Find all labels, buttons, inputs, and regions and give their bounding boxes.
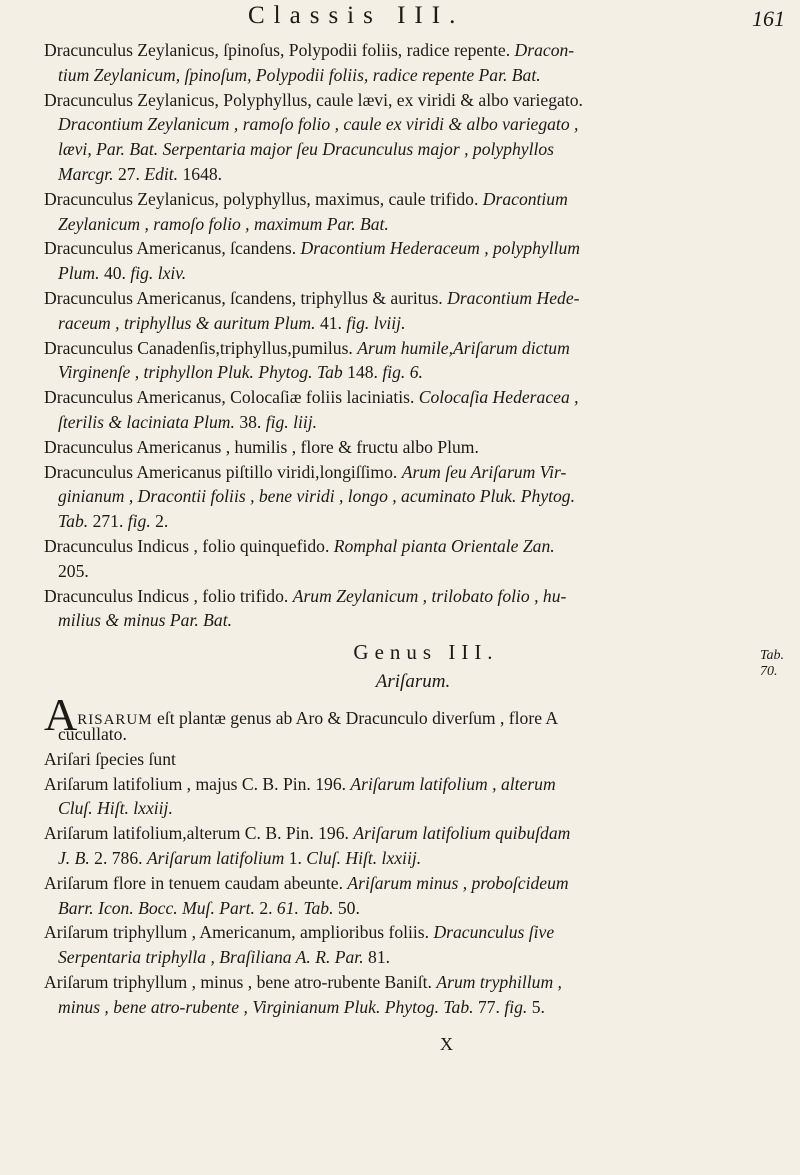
entry (44, 336, 774, 386)
intro-small-caps: RISARUM (77, 712, 153, 729)
entry-line (44, 559, 774, 584)
entry (44, 534, 774, 584)
genus-heading: Genus III. (353, 640, 499, 665)
entry-line (44, 821, 774, 846)
running-head: Classis III. (248, 2, 465, 29)
entry (44, 970, 774, 1020)
roman-text: Ariſarum triphyllum , minus , bene atro-rubente Baniſt. (44, 971, 437, 992)
roman-text: Dracunculus Zeylanicus, ſpinoſus, Polypodii foliis, radice repente. (44, 40, 515, 60)
entry-line (44, 460, 774, 485)
italic-text: ginianum , Dracontii foliis , bene viridi , longo , acuminato Pluk. Phytog. (58, 486, 576, 507)
italic-text: Edit. (144, 163, 183, 184)
italic-text: Ariſarum latifolium (146, 847, 289, 868)
roman-text: Dracunculus Americanus, ſcandens. (44, 238, 301, 259)
roman-text: Dracunculus Indicus , folio trifido. (44, 585, 293, 606)
entry-line (44, 410, 774, 435)
roman-text: Ariſarum triphyllum , Americanum, amplioribus foliis. (44, 922, 434, 943)
italic-text: Cluſ. Hiſt. lxxiij. (306, 847, 422, 868)
entry-line (44, 63, 774, 88)
roman-text: 2. 786. (94, 847, 147, 868)
italic-text: lævi, Par. Bat. Serpentaria major ſeu Dracunculus major , polyphyllos (58, 139, 555, 160)
italic-text: Virginenſe , triphyllon Pluk. Phytog. Tab (58, 362, 348, 383)
italic-text: Arum humile,Ariſarum dictum (357, 337, 570, 358)
entry-line (44, 534, 774, 559)
italic-text: raceum , triphyllus & auritum Plum. (58, 312, 320, 333)
roman-text: Dracunculus Americanus piſtillo viridi,longiſſimo. (44, 461, 402, 482)
entry-line (44, 772, 774, 797)
italic-text: 61. Tab. (276, 897, 338, 918)
entry-line (44, 995, 774, 1020)
entry-line (44, 970, 774, 995)
italic-text: ſterilis & laciniata Plum. (58, 411, 240, 432)
italic-text: Ariſarum latifolium , alterum (350, 773, 556, 794)
italic-text: Dracontium (482, 188, 568, 209)
italic-text: J. B. (58, 847, 95, 868)
roman-text: 1. (288, 847, 307, 868)
entry (44, 435, 774, 460)
entry-line (44, 846, 774, 871)
italic-text: Cluſ. Hiſt. lxxiij. (58, 798, 173, 819)
entry (44, 584, 774, 634)
entry-line (44, 212, 774, 237)
entry-line (44, 945, 774, 970)
italic-text: fig. (127, 511, 156, 532)
roman-text: 50. (337, 897, 360, 918)
entry-line (44, 162, 774, 187)
entry-line (44, 88, 774, 113)
intro-line: cucullato. (58, 723, 127, 744)
margin-note: Tab. 70. (760, 648, 785, 679)
entry (44, 772, 774, 822)
italic-text: Plum. (58, 263, 104, 284)
entry-line (44, 336, 774, 361)
italic-text: Dracon- (514, 40, 575, 60)
italic-text: Dracontium Zeylanicum , ramoſo folio , caule ex viridi & albo variegato , (58, 114, 579, 135)
italic-text: Ariſarum latifolium quibuſdam (353, 823, 571, 844)
roman-text: 2. (155, 511, 169, 532)
italic-text: minus , bene atro-rubente , Virginianum Pluk. Phytog. Tab. (58, 996, 478, 1017)
species-list-dracunculus (44, 38, 774, 633)
roman-text: Ariſarum latifolium,alterum C. B. Pin. 196. (44, 823, 354, 844)
roman-text: 5. (531, 996, 545, 1017)
italic-text: Dracontium Hederaceum , polyphyllum (300, 238, 580, 259)
entry-line (44, 796, 774, 821)
entry (44, 236, 774, 286)
page-header (0, 2, 800, 36)
roman-text: 1648. (182, 163, 223, 184)
entry-line (44, 236, 774, 261)
italic-text: Serpentaria triphylla , Braſiliana A. R. Par. (58, 947, 369, 968)
entry (44, 821, 774, 871)
italic-text: fig. liij. (265, 411, 318, 432)
entry-line (44, 435, 774, 460)
entry (44, 385, 774, 435)
roman-text: 40. (103, 263, 131, 284)
italic-text: Arum ſeu Ariſarum Vir- (401, 461, 567, 482)
italic-text: Dracontium Hede- (447, 287, 580, 308)
roman-text: 27. (117, 163, 145, 184)
roman-text: Dracunculus Americanus, ſcandens, triphyllus & auritus. (44, 287, 448, 308)
italic-text: Dracunculus ſive (433, 922, 555, 943)
signature-mark: X (440, 1034, 453, 1054)
roman-text: 81. (368, 947, 391, 968)
italic-text: fig. 6. (382, 362, 423, 383)
italic-text: Tab. (58, 511, 93, 532)
italic-text: Ariſarum minus , proboſcideum (347, 872, 569, 893)
roman-text: Dracunculus Americanus, Colocaſiæ foliis laciniatis. (44, 387, 419, 408)
roman-text: Dracunculus Indicus , folio quinquefido. (44, 535, 334, 556)
roman-text: 41. (319, 312, 347, 333)
roman-text: Dracunculus Zeylanicus, Polyphyllus, caule lævi, ex viridi & albo variegato. (44, 89, 583, 110)
entry-line (44, 137, 774, 162)
entry (44, 38, 774, 88)
entry-line (44, 261, 774, 286)
entry-line (44, 747, 774, 772)
entry (44, 747, 774, 772)
roman-text: Ariſarum latifolium , majus C. B. Pin. 196. (44, 773, 351, 794)
entry-line (44, 584, 774, 609)
italic-text: Marcgr. (58, 163, 118, 184)
roman-text: 148. (347, 362, 383, 383)
entry-line (44, 187, 774, 212)
species-list-arisarum (44, 747, 774, 1020)
roman-text: Dracunculus Canadenſis,triphyllus,pumilus. (44, 337, 358, 358)
roman-text: Ariſarum flore in tenuem caudam abeunte. (44, 872, 348, 893)
entry-line (44, 311, 774, 336)
roman-text: 271. (92, 511, 128, 532)
entry-line (44, 896, 774, 921)
entry-line (44, 871, 774, 896)
drop-cap: A (44, 689, 78, 741)
entry-line (44, 920, 774, 945)
roman-text: 77. (477, 996, 505, 1017)
entry-line (44, 509, 774, 534)
genus-name: Ariſarum. (375, 671, 451, 693)
italic-text: Romphal pianta Orientale Zan. (333, 535, 555, 556)
text-block (44, 38, 774, 1019)
intro-text: eſt plantæ genus ab Aro & Dracunculo diverſum , flore A (152, 708, 559, 729)
italic-text: fig. (504, 996, 532, 1017)
entry-line (44, 385, 774, 410)
italic-text: fig. lxiv. (130, 263, 187, 284)
italic-text: tium Zeylanicum, ſpinoſum, Polypodii foliis, radice repente Par. Bat. (58, 64, 541, 85)
roman-text: 205. (58, 560, 89, 581)
entry (44, 920, 774, 970)
italic-text: milius & minus Par. Bat. (58, 610, 232, 631)
entry (44, 88, 774, 187)
roman-text: 2. (259, 897, 277, 918)
entry-line (44, 286, 774, 311)
entry (44, 460, 774, 534)
roman-text: Ariſari ſpecies ſunt (44, 748, 176, 769)
genus-intro (44, 689, 774, 747)
italic-text: Arum Zeylanicum , trilobato folio , hu- (292, 585, 567, 606)
page-number: 161 (752, 6, 785, 31)
entry (44, 286, 774, 336)
entry (44, 871, 774, 921)
entry-line (44, 608, 774, 633)
italic-text: Barr. Icon. Bocc. Muſ. Part. (58, 897, 260, 918)
italic-text: Zeylanicum , ramoſo folio , maximum Par. Bat. (58, 213, 389, 234)
entry-line (44, 484, 774, 509)
roman-text: Dracunculus Zeylanicus, polyphyllus, maximus, caule trifido. (44, 188, 483, 209)
entry-line (44, 38, 774, 63)
roman-text: 38. (239, 411, 266, 432)
entry-line (44, 360, 774, 385)
roman-text: Dracunculus Americanus , humilis , flore & fructu albo Plum. (44, 436, 479, 457)
italic-text: fig. lviij. (346, 312, 406, 333)
italic-text: Arum tryphillum , (436, 971, 562, 992)
italic-text: Colocaſia Hederacea , (418, 387, 579, 408)
entry (44, 187, 774, 237)
entry-line (44, 112, 774, 137)
